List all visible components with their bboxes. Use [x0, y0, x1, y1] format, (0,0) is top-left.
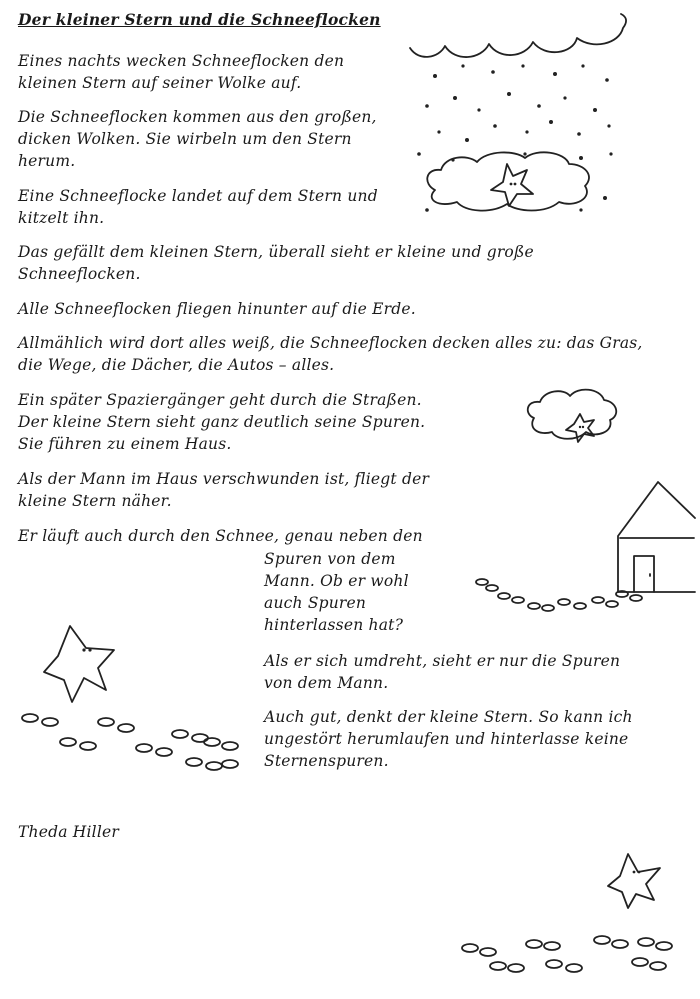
- paragraph-11: Als er sich umdreht, sieht er nur die Spuren von dem Mann.: [264, 652, 621, 692]
- house-icon: [618, 482, 695, 592]
- paragraph-8: Als der Mann im Haus verschwunden ist, fliegt der kleine Stern näher.: [18, 470, 430, 510]
- cloud-star-drawing: [522, 384, 622, 444]
- paragraph-10: Spuren von dem Mann. Ob er wohl auch Spuren hinterlassen hat?: [264, 550, 409, 634]
- paragraph-5: Alle Schneeflocken fliegen hinunter auf die Erde.: [18, 300, 416, 318]
- author-name: Theda Hiller: [18, 823, 119, 841]
- paragraph-1: Eines nachts wecken Schneeflocken den kleinen Stern auf seiner Wolke auf.: [18, 52, 345, 92]
- paragraph-7: Ein später Spaziergänger geht durch die Straßen. Der kleine Stern sieht ganz deutlich seine Spuren. Sie führen zu einem Haus.: [18, 391, 426, 453]
- star-footprints-drawing: [18, 620, 258, 780]
- paragraph-3: Eine Schneeflocke landet auf dem Stern und kitzelt ihn.: [18, 187, 378, 227]
- star-icon: [608, 854, 660, 908]
- paragraph-6: Allmählich wird dort alles weiß, die Schneeflocken decken alles zu: das Gras, die Wege, die Dächer, die Autos – alles.: [18, 334, 643, 374]
- snow-cloud-star-drawing: [405, 14, 635, 226]
- snowflakes-icon: [417, 64, 612, 211]
- footprints-icon: [22, 714, 238, 770]
- paragraph-4: Das gefällt dem kleinen Stern, überall sieht er kleine und große Schneeflocken.: [18, 243, 534, 283]
- story-title: Der kleiner Stern und die Schneeflocken: [18, 10, 381, 29]
- footprints-icon: [476, 579, 642, 611]
- house-footprints-drawing: [470, 478, 695, 623]
- paragraph-12: Auch gut, denkt der kleine Stern. So kann ich ungestört herumlaufen und hinterlasse keine Sternenspuren.: [264, 708, 633, 770]
- footprints-icon: [462, 936, 672, 972]
- star-icon: [491, 164, 533, 206]
- paragraph-2: Die Schneeflocken kommen aus den großen, dicken Wolken. Sie wirbeln um den Stern herum.: [18, 108, 377, 170]
- paragraph-9: Er läuft auch durch den Schnee, genau neben den: [18, 527, 423, 545]
- star-icon: [44, 626, 114, 702]
- walking-star-footprints-drawing: [450, 848, 695, 978]
